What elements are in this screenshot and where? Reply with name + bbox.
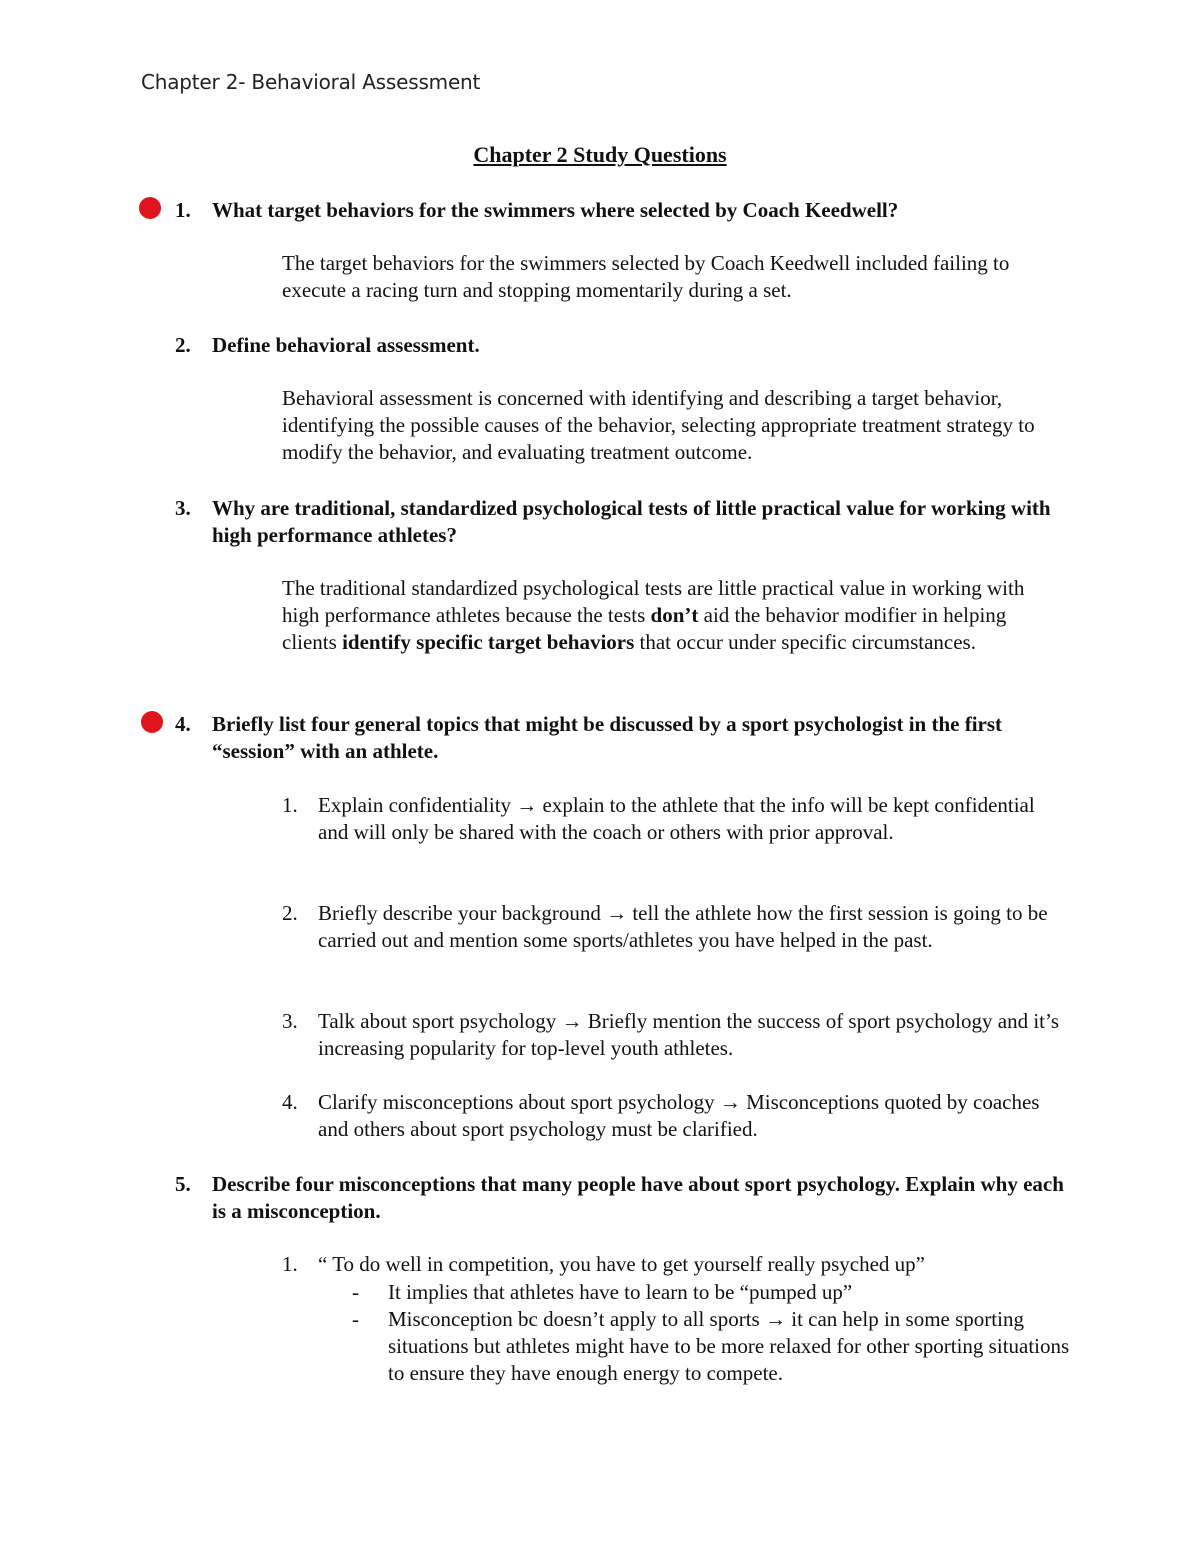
list-item xyxy=(282,1008,1062,1062)
list-topic: Talk about sport psychology xyxy=(318,1009,557,1033)
answer-3 xyxy=(282,575,1062,656)
answer-text: aid the behavior modifier in helping clients xyxy=(282,603,1007,654)
question-number: 4. xyxy=(175,712,191,736)
list-item xyxy=(282,1251,1062,1278)
sub-bullet xyxy=(352,1306,1072,1387)
question-4 xyxy=(175,711,1075,765)
answer-emphasis: identify specific target behaviors xyxy=(342,630,635,654)
list-detail: explain to the athlete that the info will be kept confidential and will only be shared with the coach or others with prior approval. xyxy=(318,793,1035,844)
list-detail: Briefly mention the success of sport psychology and it’s increasing popularity for top-level youth athletes. xyxy=(318,1009,1060,1060)
question-text: What target behaviors for the swimmers where selected by Coach Keedwell? xyxy=(212,198,899,222)
arrow-right-icon: → xyxy=(719,1090,741,1114)
answer-2: Behavioral assessment is concerned with identifying and describing a target behavior, identifying the possible causes of the behavior, selecting appropriate treatment strategy to modify the behavior, and evaluating treatment outcome. xyxy=(282,386,1035,464)
list-item xyxy=(282,1089,1062,1143)
answer-text: The traditional standardized psychological tests are little practical value in working with high performance athletes because the tests xyxy=(282,576,1025,627)
list-detail: Misconceptions quoted by coaches and others about sport psychology must be clarified. xyxy=(318,1090,1040,1141)
list-number: 2. xyxy=(282,901,298,925)
question-text: Why are traditional, standardized psychological tests of little practical value for working with high performance athletes? xyxy=(212,496,1051,547)
question-text: Describe four misconceptions that many people have about sport psychology. Explain why each is a misconception. xyxy=(212,1172,1064,1223)
list-topic: Explain confidentiality xyxy=(318,793,512,817)
page-header: Chapter 2- Behavioral Assessment xyxy=(141,70,481,94)
question-text: Briefly list four general topics that might be discussed by a sport psychologist in the first “session” with an athlete. xyxy=(212,712,1003,763)
question-number: 5. xyxy=(175,1172,191,1196)
red-marker-dot xyxy=(141,711,163,733)
list-number: 4. xyxy=(282,1090,298,1114)
arrow-right-icon: → xyxy=(764,1307,786,1331)
sub-bullet-text: Misconception bc doesn’t apply to all sports xyxy=(388,1307,760,1331)
sub-bullet-text: It implies that athletes have to learn to be “pumped up” xyxy=(388,1280,853,1304)
question-number: 1. xyxy=(175,198,191,222)
question-text: Define behavioral assessment. xyxy=(212,333,480,357)
question-number: 2. xyxy=(175,333,191,357)
list-topic: Briefly describe your background xyxy=(318,901,601,925)
arrow-right-icon: → xyxy=(606,901,628,925)
red-marker-dot xyxy=(139,197,161,219)
list-number: 3. xyxy=(282,1009,298,1033)
dash-bullet: - xyxy=(352,1307,359,1331)
question-1 xyxy=(175,197,1075,224)
answer-text: that occur under specific circumstances. xyxy=(634,630,976,654)
question-2 xyxy=(175,332,1075,359)
document-title: Chapter 2 Study Questions xyxy=(473,142,727,167)
sub-bullet-text: it can help in some sporting situations but athletes might have to be more relaxed for other sporting situations to ensure they have enough energy to compete. xyxy=(388,1307,1070,1385)
answer-1: The target behaviors for the swimmers selected by Coach Keedwell included failing to execute a racing turn and stopping momentarily during a set. xyxy=(282,251,1010,302)
list-detail: tell the athlete how the first session is going to be carried out and mention some sports/athletes you have helped in the past. xyxy=(318,901,1048,952)
list-topic: Clarify misconceptions about sport psychology xyxy=(318,1090,715,1114)
list-item xyxy=(282,900,1062,954)
dash-bullet: - xyxy=(352,1280,359,1304)
list-item xyxy=(282,792,1062,846)
arrow-right-icon: → xyxy=(561,1009,583,1033)
answer-emphasis: don’t xyxy=(650,603,699,627)
list-text: “ To do well in competition, you have to get yourself really psyched up” xyxy=(318,1252,925,1276)
question-number: 3. xyxy=(175,496,191,520)
list-number: 1. xyxy=(282,1252,298,1276)
question-3 xyxy=(175,495,1075,549)
arrow-right-icon: → xyxy=(516,793,538,817)
sub-bullet xyxy=(352,1279,1072,1306)
question-5 xyxy=(175,1171,1075,1225)
list-number: 1. xyxy=(282,793,298,817)
